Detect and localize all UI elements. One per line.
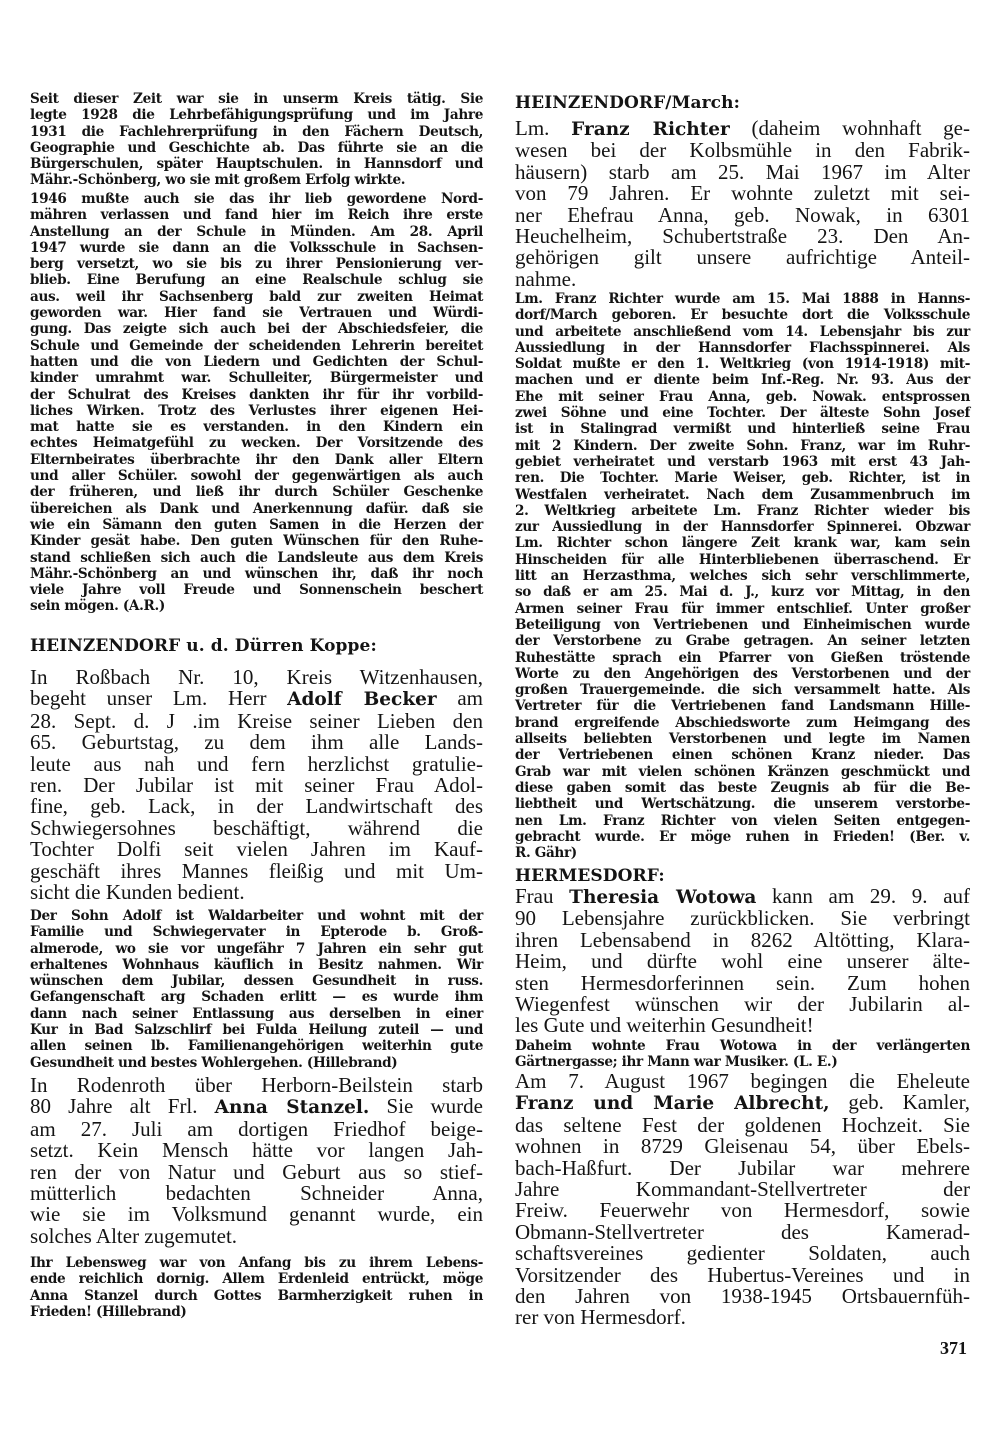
text-line [515, 1243, 970, 1264]
article-anna-stanzel [30, 1075, 483, 1247]
text-run: das seltene Fest der goldenen Hochzeit. Sie [515, 1112, 970, 1137]
text-line: ende reichlich dornig. Allem Erdenleid entrückt, möge [30, 1271, 483, 1288]
text-run: Sie wurde [369, 1094, 483, 1119]
text-line: und aller Schüler. sowohl der gegenwärtigen als auch [30, 468, 483, 485]
text-run: wesen bei der Kolbsmühle in den Fabrik- [515, 138, 970, 163]
text-line [30, 667, 483, 688]
text-line: Kinder gesät habe. Den guten Wünschen für den Ruhe- [30, 533, 483, 550]
text-line [515, 266, 970, 291]
text-run: 28. Sept. d. J .im Kreise seiner Lieben den [30, 708, 483, 733]
text-line: wie ein Sämann den guten Samen in die Herzen der [30, 516, 483, 533]
text-line: allen seinen lb. Familienangehörigen weiterhin gute [30, 1038, 483, 1055]
text-run: geschäft ihres Mannes fleißig und mit Um- [30, 858, 483, 883]
text-run: 90 Lebensjahre zurückblicken. Sie verbringt [515, 906, 970, 931]
text-line: gebiet verheiratet und verstarb 1963 mit erst 43 Jah- [515, 453, 970, 470]
text-line: mähren verlassen und fand hier im Reich ihre erste [30, 207, 483, 224]
text-line: Soldat mußte er den 1. Weltkrieg (von 1914-1918) mit- [515, 356, 970, 373]
text-line [30, 882, 483, 903]
text-run: sten Hermesdorferinnen sein. Zum hohen [515, 970, 970, 995]
text-line: Grab war mit vielen schönen Kränzen geschmückt und [515, 763, 970, 780]
article-adolf-becker-detail [30, 908, 483, 1071]
text-run: Wiegenfest wünschen wir der Jubilarin al- [515, 992, 970, 1017]
text-run: Frau [515, 884, 570, 908]
text-line [30, 751, 483, 776]
text-line [30, 1096, 483, 1118]
text-line [515, 140, 970, 161]
text-line: zwei Söhne und eine Tochter. Der älteste Sohn Josef [515, 405, 970, 422]
section-heading-hermesdorf: HERMESDORF: [515, 866, 665, 886]
text-run: rer von Hermesdorf. [515, 1305, 686, 1330]
page-number: 371 [940, 1338, 967, 1358]
text-run: Schwiegersohnes beschäftigt, während die [30, 815, 483, 840]
text-line: 1947 wurde sie dann an die Volksschule in Sachsen- [30, 239, 483, 256]
text-run: Obmann-Stellvertreter des Kamerad- [515, 1219, 970, 1244]
person-name: Franz Richter [571, 119, 730, 140]
text-line [30, 1159, 483, 1184]
text-run: solches Alter zugemutet. [30, 1223, 238, 1248]
text-line [515, 1219, 970, 1244]
text-line [515, 1262, 970, 1287]
text-line [515, 927, 970, 952]
text-line [515, 1286, 970, 1307]
text-line: aus. weil ihr Sachsenberg bald zur zweiten Heimat [30, 288, 483, 305]
text-line: der Schulrat des Kreises dankten ihr für ihr vorbild- [30, 386, 483, 403]
text-run: gehörigen gilt unsere aufrichtige Anteil- [515, 245, 970, 270]
text-line: kinder umrahmt war. Schulleiter, Bürgermeister und [30, 370, 483, 387]
text-run: les Gute und weiterhin Gesundheit! [515, 1013, 814, 1038]
text-run: In Roßbach Nr. 10, Kreis Witzenhausen, [30, 665, 483, 689]
text-line: R. Gähr) [515, 845, 577, 862]
text-line [30, 1183, 483, 1204]
text-line: ren. Die Tochter. Marie Weiser, geb. Richter, ist in [515, 470, 970, 487]
text-line [30, 858, 483, 883]
text-line: Mähr.-Schönberg an und wünschen ihr, daß ihr noch [30, 565, 483, 582]
text-run: mütterlich bedachten Schneider Anna, [30, 1181, 483, 1206]
text-run: Lm. [515, 116, 572, 140]
text-line: Anna Stanzel durch Gottes Barmherzigkeit ruhen in [30, 1287, 483, 1304]
text-run: 65. Geburtstag, zu dem ihm alle Lands- [30, 730, 483, 755]
text-line: Ruhestätte sprach ein Pfarrer von Gießen tröstende [515, 649, 970, 666]
text-line: Lm. Richter schon längere Zeit krank war, kam sein [515, 535, 970, 552]
text-line: der Verstorbene zu Grabe getragen. An seiner letzten [515, 633, 970, 650]
text-line: Seit dieser Zeit war sie in unserm Kreis tätig. Sie [30, 91, 483, 107]
text-line: Frieden! (Hillebrand) [30, 1303, 187, 1320]
section-heading-heinzendorf-duerren-koppe: HEINZENDORF u. d. Dürren Koppe: [30, 636, 377, 656]
text-line: Familie und Schwiegervater in Epterode b. Groß- [30, 924, 483, 941]
text-line: brand ergreifende Abschiedsworte zum Heimgang des [515, 714, 970, 731]
text-line: zur Aussiedlung in der Hannsdorfer Spinnerei. Obzwar [515, 519, 970, 536]
text-line [30, 775, 483, 796]
text-line: Der Sohn Adolf ist Waldarbeiter und wohnt mit der [30, 908, 483, 924]
text-line: der früheren, und ließ ihr durch Schüler Geschenke [30, 484, 483, 501]
text-line: Bürgerschulen, später Hauptschulen. in Hannsdorf und [30, 156, 483, 173]
text-run: Tochter Dolfi seit vielen Jahren im Kauf- [30, 837, 483, 862]
text-line: legte 1928 die Lehrbefähigungsprüfung und im Jahre [30, 107, 483, 124]
text-line: Kur in Bad Salzschlirf bei Fulda Heilung zuteil — und [30, 1022, 483, 1039]
text-line: Gärtnergasse; ihr Mann war Musiker. (L. E.) [515, 1054, 838, 1071]
text-line: Hinscheiden für alle Hinterbliebenen überraschend. Er [515, 551, 970, 568]
text-run: Vorsitzender des Hubertus-Vereines und in [515, 1262, 970, 1287]
text-line: Worte zu den Angehörigen des Verstorbenen und der [515, 665, 970, 682]
text-line: Ehe mit seiner Frau Anna, geb. Nowak. entsprossen [515, 388, 970, 405]
text-line [515, 951, 970, 972]
section-heading-heinzendorf-march: HEINZENDORF/March: [515, 93, 740, 113]
text-run: In Rodenroth über Herborn-Beilstein starb [30, 1073, 483, 1097]
text-line [515, 1071, 970, 1092]
text-line: Geographie und Geschichte ab. Das führte sie an die [30, 139, 483, 156]
text-line: 1931 die Fachlehrerprüfung in den Fächern Deutsch, [30, 123, 483, 140]
text-line: Anstellung an der Schule in Münden. Am 28. April [30, 223, 483, 240]
text-line: Daheim wohnte Frau Wotowa in der verlängerten [515, 1038, 970, 1054]
article-theresia-wotowa-detail [515, 1038, 970, 1071]
text-run: (daheim wohnhaft ge- [729, 116, 970, 140]
text-line: almerode, wo sie vor ungefähr 7 Jahren ein sehr gut [30, 940, 483, 957]
text-line [515, 159, 970, 184]
text-line: gung. Das zeigte sich auch bei der Abschiedsfeier, die [30, 321, 483, 338]
text-line: Lm. Franz Richter wurde am 15. Mai 1888 in Hanns- [515, 291, 970, 307]
text-line [30, 1204, 483, 1225]
text-line: Beteiligung von Vertriebenen und Einheimischen wurde [515, 616, 970, 633]
text-line: diese gaben somit das beste Zeugnis ab für die Be- [515, 779, 970, 796]
text-line [515, 1179, 970, 1200]
text-run: leute aus nah und fern herzlichst gratulie- [30, 751, 483, 776]
text-run: ihren Lebensabend in 8262 Altötting, Klara- [515, 927, 970, 952]
text-line [30, 1223, 483, 1248]
text-run: häusern) starb am 25. Mai 1967 im Alter [515, 159, 970, 184]
text-line: Schule und Gemeinde der scheidenden Lehrerin bereitet [30, 337, 483, 354]
text-run: 80 Jahre alt Frl. [30, 1094, 215, 1119]
text-line [515, 970, 970, 995]
article-anna-stanzel-detail [30, 1255, 483, 1320]
text-line: gebracht wurde. Er möge ruhen in Frieden! (Ber. v. [515, 828, 970, 845]
text-line: liebtheit und Wertschätzung. die unserem verstorbe- [515, 796, 970, 813]
text-line [515, 118, 970, 140]
text-run: den Jahren von 1938-1945 Ortsbauernfüh- [515, 1284, 970, 1309]
person-name: Theresia Wotowa [569, 887, 757, 908]
text-line [30, 732, 483, 753]
article-theresia-wotowa [515, 886, 970, 1037]
text-line [515, 183, 970, 204]
text-line: mat hatte sie es verstanden. in den Kindern ein [30, 419, 483, 436]
text-run: nahme. [515, 266, 577, 291]
text-run: Heim, und dürfte wohl eine unserer älte- [515, 949, 970, 974]
text-line [30, 815, 483, 840]
text-line: Gefangenschaft arg Schaden erlitt — es wurde ihm [30, 989, 483, 1006]
text-line [515, 994, 970, 1015]
text-run: wie sie im Volksmund genannt wurde, ein [30, 1202, 483, 1227]
text-line [30, 688, 483, 710]
text-line [515, 226, 970, 247]
text-line: viele Jahre voll Freude und Sonnenschein beschert [30, 582, 483, 599]
text-line [515, 1155, 970, 1180]
text-line: liches Wirken. Trotz des Verlustes ihrer eigenen Hei- [30, 402, 483, 419]
text-line [515, 908, 970, 929]
text-run: schaftsvereines gedienter Soldaten, auch [515, 1241, 970, 1266]
text-line [515, 1200, 970, 1221]
text-run: geb. Kamler, [829, 1090, 970, 1115]
text-run: sicht die Kunden bedient. [30, 880, 245, 905]
text-line: litt an Herzasthma, welches sich sehr verschlimmerte, [515, 568, 970, 585]
text-run: ren der von Natur und Geburt aus so stief- [30, 1159, 483, 1184]
person-name: Anna Stanzel. [214, 1097, 370, 1119]
text-run: Freiw. Feuerwehr von Hermesdorf, sowie [515, 1198, 970, 1223]
text-line: Elternbeirates überbrachte ihr den Dank aller Eltern [30, 451, 483, 468]
article-teacher-part1 [30, 91, 483, 189]
article-franz-richter [515, 118, 970, 290]
text-run: Heuchelheim, Schubertstraße 23. Den An- [515, 224, 970, 249]
text-run: am [436, 686, 484, 711]
text-line: Aussiedlung in der Hannsdorfer Flachsspinnerei. Als [515, 339, 970, 356]
text-line: Gesundheit und bestes Wohlergehen. (Hillebrand) [30, 1054, 398, 1071]
text-line: sein mögen. (A.R.) [30, 598, 165, 615]
person-name: Adolf Becker [287, 689, 437, 711]
text-run: kann am 29. 9. auf [756, 884, 971, 908]
text-line: der Vertriebenen einen schönen Kranz nieder. Das [515, 747, 970, 764]
text-run: ren. Der Jubilar ist mit seiner Frau Adol- [30, 773, 483, 798]
text-run: setzt. Kein Mensch hätte vor langen Jah- [30, 1138, 483, 1163]
text-line [30, 1140, 483, 1161]
text-line [515, 247, 970, 268]
text-line [515, 1092, 970, 1114]
text-run: begeht unser Lm. Herr [30, 686, 288, 711]
text-line: geworden war. Hier fand sie Vertrauen und Würdi- [30, 305, 483, 322]
text-run: bach-Haßfurt. Der Jubilar war mehrere [515, 1155, 970, 1180]
text-run: wohnen in 8729 Gleisenau 54, über Ebels- [515, 1134, 970, 1159]
text-line: stand schließen sich auch die Landsleute aus dem Kreis [30, 549, 483, 566]
text-line: berg versetzt, wo sie bis zu ihrer Pensionierung ver- [30, 256, 483, 273]
text-line [515, 1307, 970, 1328]
text-line: Ihr Lebensweg war von Anfang bis zu ihrem Lebens- [30, 1255, 483, 1271]
text-line: Westfalen verheiratet. Nach dem Zusammenbruch im [515, 486, 970, 503]
text-line: dann nach seiner Entlassung aus derselben in einer [30, 1005, 483, 1022]
text-run: von 79 Jahren. Er wohnte zuletzt mit sei- [515, 181, 970, 206]
article-teacher-part2 [30, 191, 483, 615]
text-run: am 27. Juli am dortigen Friedhof beige- [30, 1116, 483, 1141]
text-line [515, 1136, 970, 1157]
text-run: Am 7. August 1967 begingen die Eheleute [515, 1069, 970, 1093]
text-line [30, 708, 483, 733]
text-line: hatten und die von Liedern und Gedichten der Schul- [30, 353, 483, 370]
article-franz-richter-detail [515, 291, 970, 861]
person-name: Franz und Marie Albrecht, [515, 1093, 830, 1115]
text-run: ner Ehefrau Anna, geb. Nowak, in 6301 [515, 202, 970, 227]
text-line [515, 202, 970, 227]
text-line: Armen seiner Frau für immer entschlief. Unter großer [515, 600, 970, 617]
text-run: fine, geb. Lack, in der Landwirtschaft des [30, 794, 483, 819]
text-line: machen und er diente beim Inf.-Reg. Nr. 93. Aus der [515, 372, 970, 389]
text-line: dorf/March geboren. Er besuchte dort die Volksschule [515, 307, 970, 324]
text-line: nen Lm. Franz Richter von vielen Seiten entgegen- [515, 812, 970, 829]
text-run: Jahre Kommandant-Stellvertreter der [515, 1177, 970, 1202]
text-line: allseits beliebten Verstorbenen und legte im Namen [515, 731, 970, 748]
text-line: 1946 mußte auch sie das ihr lieb gewordene Nord- [30, 191, 483, 207]
text-line [515, 886, 970, 908]
text-line: übereichen als Dank und Anerkennung dafür. daß sie [30, 500, 483, 517]
text-line [515, 1112, 970, 1137]
text-line: Vertreter für die Vertriebenen fand Landsmann Hille- [515, 698, 970, 715]
text-line: 2. Weltkrieg arbeitete Lm. Franz Richter wieder bis [515, 502, 970, 519]
text-line: ist in Stalingrad vermißt und hinterließ seine Frau [515, 421, 970, 438]
text-line: mit 2 Kindern. Der zweite Sohn. Franz, war im Ruhr- [515, 437, 970, 454]
text-line [30, 839, 483, 860]
article-adolf-becker [30, 667, 483, 903]
text-line [30, 796, 483, 817]
text-line [30, 1116, 483, 1141]
text-line: blieb. Eine Berufung an eine Realschule schlug sie [30, 272, 483, 289]
text-line: wünschen dem Jubilar, dessen Gesundheit in russ. [30, 973, 483, 990]
text-line: großen Trauergemeinde. die sich versammelt hatte. Als [515, 682, 970, 699]
article-albrecht-golden-wedding [515, 1071, 970, 1329]
text-line [515, 1015, 970, 1036]
text-line: so daß er am 25. Mai d. J., kurz vor Mittag, in den [515, 584, 970, 601]
text-line: echtes Heimatgefühl zu wecken. Der Vorsitzende des [30, 435, 483, 452]
text-line: und arbeitete anschließend vom 14. Lebensjahr bis zur [515, 323, 970, 340]
text-line: erhaltenes Wohnhaus käuflich in Besitz nahmen. Wir [30, 956, 483, 973]
text-line: Mähr.-Schönberg, wo sie mit großem Erfolg wirkte. [30, 172, 406, 189]
text-line [30, 1075, 483, 1096]
